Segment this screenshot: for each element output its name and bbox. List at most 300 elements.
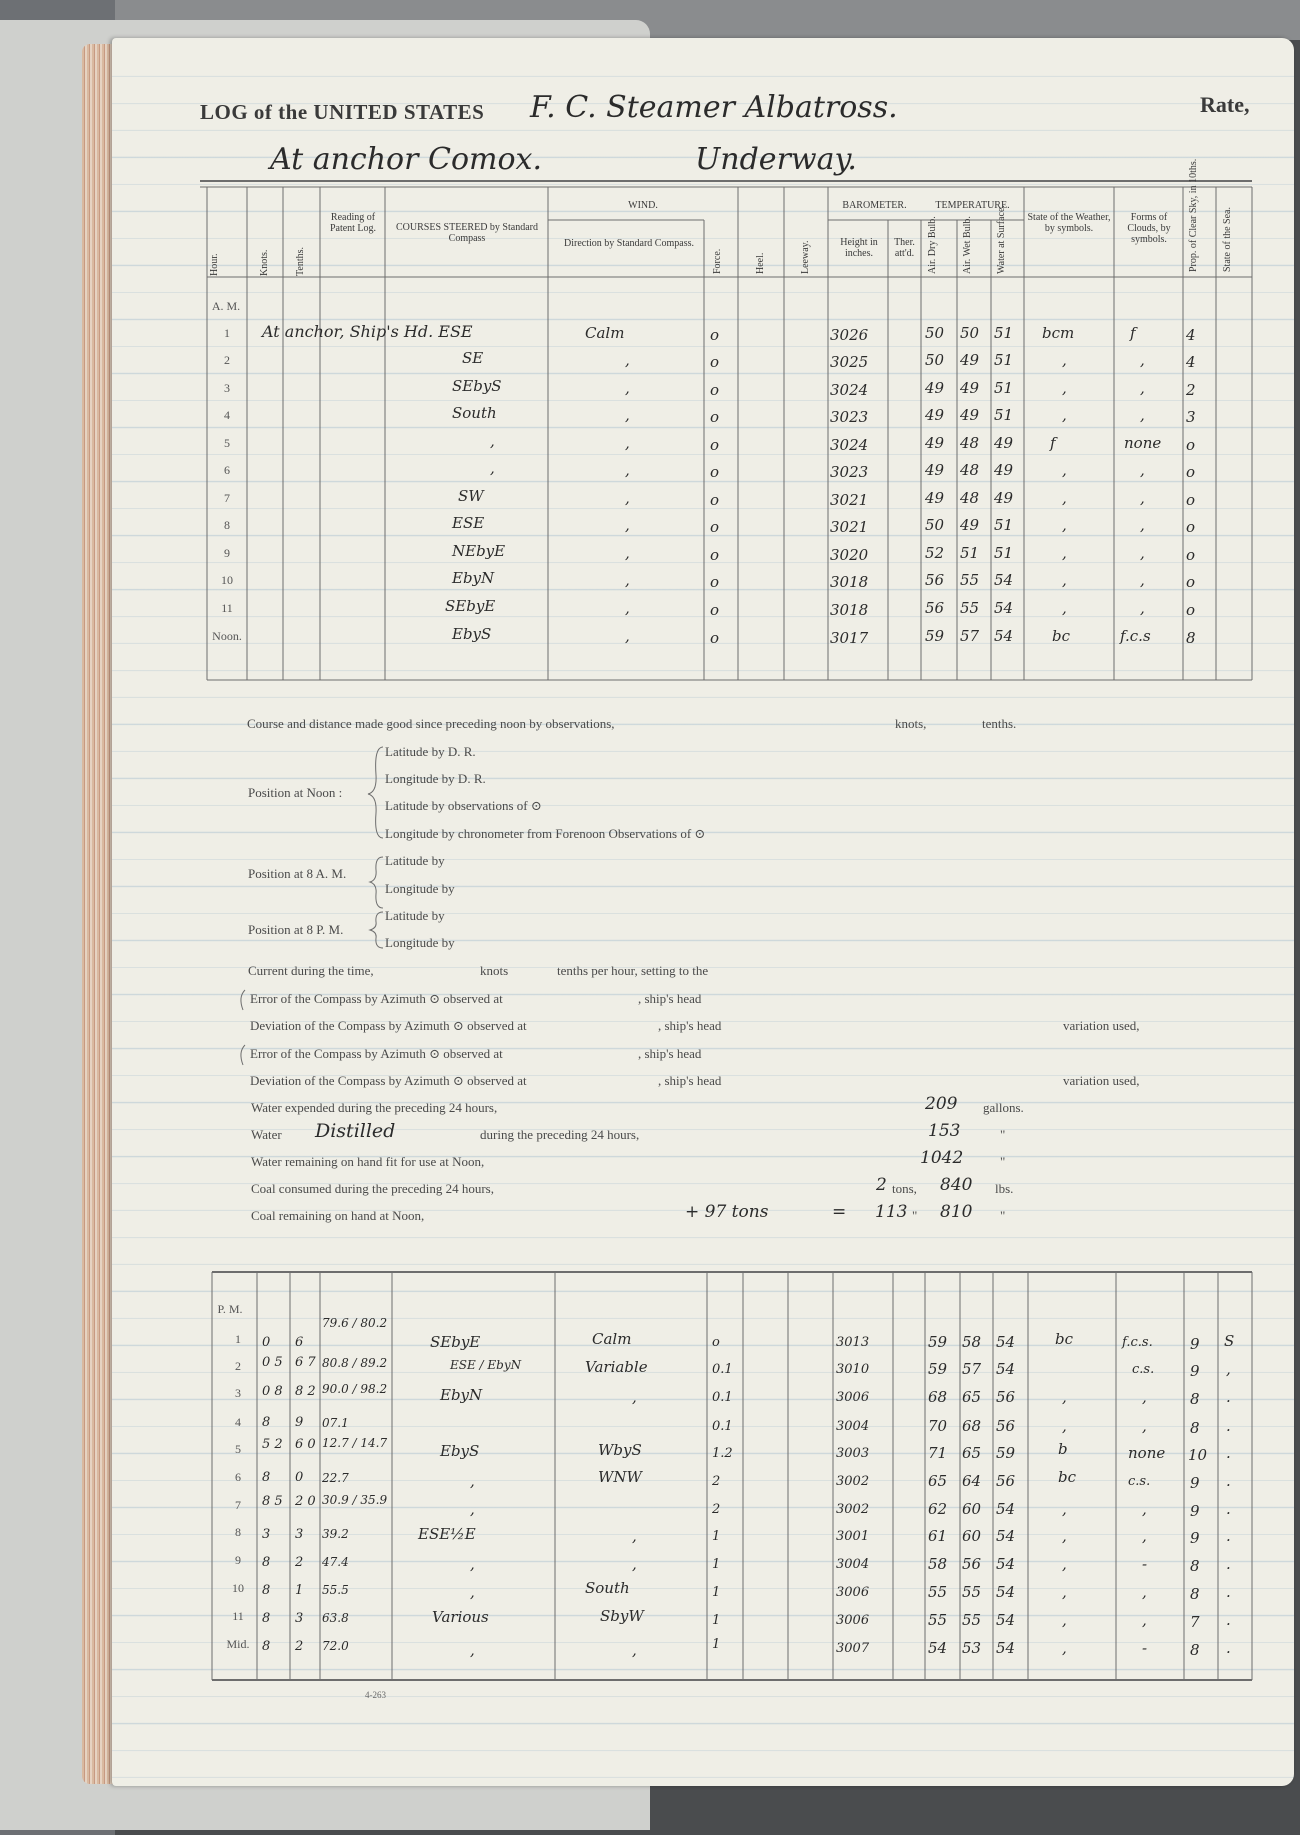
wind-cell: SbyW: [600, 1607, 644, 1625]
coal-remaining-note: + 97 tons: [685, 1202, 769, 1222]
wet-cell: 58: [962, 1333, 982, 1351]
dry-cell: 52: [925, 544, 945, 562]
sky-cell: 7: [1190, 1613, 1200, 1631]
lat-dr-label: Latitude by D. R.: [385, 744, 476, 759]
dry-cell: 49: [925, 461, 945, 479]
lon-by-8pm-label: Longitude by: [385, 935, 455, 950]
col-weather-header: State of the Weather, by symbols.: [1027, 212, 1111, 234]
dry-cell: 58: [928, 1555, 948, 1573]
water-cell: 51: [994, 379, 1014, 397]
hour-cell: 1: [224, 326, 230, 340]
clouds-cell: ,: [1142, 1417, 1147, 1435]
water-remaining-label: Water remaining on hand fit for use at Noon,: [251, 1154, 485, 1169]
baro-cell: 3020: [830, 546, 869, 564]
lon-chrono-label: Longitude by chronometer from Forenoon Observations of ⊙: [385, 826, 706, 841]
force-cell: o: [710, 629, 720, 647]
baro-cell: 3010: [836, 1362, 870, 1377]
force-cell: o: [710, 491, 720, 509]
wet-cell: 55: [962, 1583, 982, 1601]
baro-cell: 3001: [836, 1529, 870, 1544]
water-cell: 54: [996, 1639, 1016, 1657]
log-cell: 22.7: [322, 1471, 349, 1485]
baro-cell: 3023: [830, 463, 869, 481]
log-cell: 07.1: [322, 1416, 349, 1430]
force-cell: 1: [712, 1557, 721, 1572]
sky-cell: 9: [1190, 1335, 1200, 1353]
sky-cell: 3: [1186, 408, 1196, 426]
wet-cell: 48: [960, 489, 980, 507]
tenths-cell: 9: [295, 1415, 304, 1430]
tenths-cell: 1: [295, 1583, 304, 1598]
wet-cell: 60: [962, 1527, 982, 1545]
water-cell: 56: [996, 1472, 1016, 1490]
clouds-cell: ,: [1140, 571, 1145, 589]
log-cell: 79.6 / 80.2: [322, 1316, 388, 1330]
ditto-mark-1: ": [1000, 1127, 1006, 1142]
ships-head-4-label: , ship's head: [658, 1073, 722, 1088]
knots-cell: 0: [262, 1335, 271, 1350]
coal-remaining-lbs: 810: [940, 1202, 973, 1222]
wind-cell: ,: [625, 571, 630, 589]
knots-label: knots,: [895, 716, 927, 731]
hour-cell: 8: [235, 1525, 241, 1539]
baro-cell: 3006: [836, 1390, 870, 1405]
hour-cell: 2: [235, 1359, 241, 1373]
coal-consumed-tons: 2: [876, 1175, 887, 1195]
coal-consumed-label: Coal consumed during the preceding 24 hours,: [251, 1181, 494, 1196]
course-cell: NEbyE: [452, 542, 506, 560]
clouds-cell: ,: [1142, 1611, 1147, 1629]
force-cell: 0.1: [712, 1362, 733, 1377]
force-cell: o: [710, 353, 720, 371]
dry-cell: 55: [928, 1611, 948, 1629]
log-cell: 63.8: [322, 1611, 349, 1625]
wet-cell: 50: [960, 324, 980, 342]
knots-cell: 0 5: [262, 1355, 283, 1370]
clouds-cell: f.c.s: [1120, 627, 1151, 645]
wet-cell: 65: [962, 1388, 982, 1406]
force-cell: o: [710, 381, 720, 399]
wind-cell: ,: [625, 379, 630, 397]
knots-cell: 0 8: [262, 1384, 283, 1399]
log-cell: 90.0 / 98.2: [322, 1382, 388, 1396]
hour-cell: 3: [235, 1386, 241, 1400]
course-cell: ,: [470, 1641, 475, 1659]
tenths-cell: 2: [295, 1555, 304, 1570]
force-cell: o: [710, 573, 720, 591]
clouds-cell: ,: [1140, 544, 1145, 562]
baro-cell: 3021: [830, 518, 869, 536]
col-barometer-header: BAROMETER.: [842, 200, 907, 211]
force-cell: o: [712, 1335, 720, 1350]
course-cell: SE: [462, 349, 484, 367]
ships-head-2-label: , ship's head: [658, 1018, 722, 1033]
lon-by-8am-label: Longitude by: [385, 881, 455, 896]
baro-cell: 3004: [836, 1419, 870, 1434]
course-distance-label: Course and distance made good since preceding noon by observations,: [247, 716, 615, 731]
sky-cell: 2: [1186, 381, 1196, 399]
sky-cell: o: [1186, 546, 1196, 564]
knots-cell: 8 5: [262, 1494, 283, 1509]
wet-cell: 49: [960, 516, 980, 534]
wind-cell: ,: [625, 434, 630, 452]
baro-cell: 3024: [830, 381, 869, 399]
rate-label: Rate,: [1200, 92, 1250, 117]
log-cell: 39.2: [322, 1527, 349, 1541]
hour-cell: 7: [224, 491, 230, 505]
water-distilled-value: 153: [928, 1121, 961, 1141]
wind-cell: ,: [625, 627, 630, 645]
wind-cell: ,: [632, 1641, 637, 1659]
wet-cell: 55: [962, 1611, 982, 1629]
course-cell: SEbyE: [445, 597, 496, 615]
lon-dr-label: Longitude by D. R.: [385, 771, 486, 786]
clouds-cell: none: [1124, 434, 1162, 452]
sea-cell: .: [1226, 1583, 1231, 1601]
coal-consumed-lbs: 840: [940, 1175, 973, 1195]
sky-cell: 9: [1190, 1529, 1200, 1547]
current-rest-label: tenths per hour, setting to the: [557, 963, 709, 978]
wind-cell: ,: [632, 1527, 637, 1545]
hour-cell: 1: [235, 1332, 241, 1346]
sky-cell: 9: [1190, 1474, 1200, 1492]
water-cell: 51: [994, 351, 1014, 369]
wet-cell: 60: [962, 1500, 982, 1518]
force-cell: 1.2: [712, 1446, 733, 1461]
hour-cell: 5: [224, 436, 230, 450]
water-distilled-word: Water: [251, 1127, 282, 1142]
hour-cell: 4: [235, 1415, 241, 1429]
weather-cell: ,: [1062, 1583, 1067, 1601]
dry-cell: 61: [928, 1527, 948, 1545]
ships-head-3-label: , ship's head: [638, 1046, 702, 1061]
dry-cell: 65: [928, 1472, 948, 1490]
force-cell: 1: [712, 1613, 721, 1628]
coal-remaining-tons: 113: [875, 1202, 908, 1222]
wind-cell: ,: [632, 1555, 637, 1573]
hour-cell: 8: [224, 518, 230, 532]
sky-cell: 4: [1186, 326, 1196, 344]
water-cell: 51: [994, 544, 1014, 562]
water-cell: 51: [994, 406, 1014, 424]
wet-cell: 48: [960, 461, 980, 479]
knots-cell: 8: [262, 1555, 271, 1570]
weather-cell: ,: [1062, 571, 1067, 589]
dry-cell: 62: [928, 1500, 948, 1518]
sky-cell: o: [1186, 601, 1196, 619]
water-cell: 54: [994, 599, 1014, 617]
water-cell: 54: [996, 1583, 1016, 1601]
wet-cell: 55: [960, 571, 980, 589]
col-temperature-header: TEMPERATURE.: [935, 200, 1010, 211]
wet-cell: 65: [962, 1444, 982, 1462]
wet-cell: 51: [960, 544, 980, 562]
baro-cell: 3021: [830, 491, 869, 509]
course-cell: SW: [458, 487, 484, 505]
dry-cell: 59: [928, 1360, 948, 1378]
position-8pm-label: Position at 8 P. M.: [248, 922, 344, 937]
water-expended-label: Water expended during the preceding 24 hours,: [251, 1100, 498, 1115]
wind-cell: WNW: [598, 1468, 642, 1486]
weather-cell: ,: [1062, 1611, 1067, 1629]
col-wind-direction-header: Direction by Standard Compass.: [564, 238, 694, 249]
water-cell: 54: [996, 1527, 1016, 1545]
col-ther-header: Ther. att'd.: [894, 237, 915, 259]
position-8am-label: Position at 8 A. M.: [248, 866, 347, 881]
force-cell: o: [710, 408, 720, 426]
sky-cell: 9: [1190, 1502, 1200, 1520]
sea-cell: .: [1226, 1500, 1231, 1518]
dry-cell: 68: [928, 1388, 948, 1406]
sky-cell: 8: [1190, 1641, 1200, 1659]
hour-cell: 4: [224, 408, 230, 422]
dry-cell: 70: [928, 1417, 948, 1435]
ship-name: F. C. Steamer Albatross.: [530, 90, 898, 125]
tenths-cell: 6 7: [295, 1355, 316, 1370]
weather-cell: ,: [1062, 516, 1067, 534]
baro-cell: 3023: [830, 408, 869, 426]
weather-cell: ,: [1062, 461, 1067, 479]
clouds-cell: ,: [1142, 1583, 1147, 1601]
pm-label: P. M.: [217, 1302, 243, 1316]
knots-cell: 8: [262, 1611, 271, 1626]
compass-error-2-label: Error of the Compass by Azimuth ⊙ observed at: [250, 1046, 503, 1061]
sky-cell: 8: [1190, 1390, 1200, 1408]
sky-cell: 8: [1190, 1557, 1200, 1575]
clouds-cell: ,: [1140, 351, 1145, 369]
sea-cell: .: [1226, 1555, 1231, 1573]
ditto-mark-2: ": [1000, 1154, 1006, 1169]
tons-label: tons,: [892, 1181, 917, 1196]
wind-cell: Calm: [585, 324, 625, 342]
baro-cell: 3024: [830, 436, 869, 454]
hour-cell: 11: [221, 601, 233, 615]
baro-cell: 3018: [830, 601, 869, 619]
current-label: Current during the time,: [248, 963, 374, 978]
clouds-cell: ,: [1142, 1388, 1147, 1406]
course-cell: ,: [470, 1500, 475, 1518]
wet-cell: 68: [962, 1417, 982, 1435]
log-cell: 80.8 / 89.2: [322, 1356, 388, 1370]
clouds-cell: c.s.: [1132, 1362, 1155, 1377]
water-cell: 56: [996, 1388, 1016, 1406]
dry-cell: 59: [928, 1333, 948, 1351]
hour-cell: 11: [232, 1609, 244, 1623]
knots-cell: 8: [262, 1415, 271, 1430]
col-clouds-header: Forms of Clouds, by symbols.: [1127, 212, 1171, 245]
weather-cell: f: [1050, 434, 1056, 452]
wet-cell: 64: [962, 1472, 982, 1490]
weather-cell: bc: [1058, 1468, 1077, 1486]
tenths-cell: 0: [295, 1470, 304, 1485]
hour-cell: 2: [224, 353, 230, 367]
dry-cell: 50: [925, 324, 945, 342]
sea-cell: .: [1226, 1527, 1231, 1545]
log-cell: 12.7 / 14.7: [322, 1436, 388, 1450]
sea-cell: ,: [1226, 1360, 1231, 1378]
water-cell: 51: [994, 516, 1014, 534]
water-cell: 56: [996, 1417, 1016, 1435]
wet-cell: 49: [960, 379, 980, 397]
course-cell: ,: [490, 459, 495, 477]
clouds-cell: ,: [1140, 406, 1145, 424]
clouds-cell: -: [1142, 1639, 1148, 1657]
log-title: LOG of the UNITED STATES: [200, 100, 485, 124]
clouds-cell: -: [1142, 1555, 1148, 1573]
sky-cell: o: [1186, 463, 1196, 481]
course-cell: ,: [470, 1555, 475, 1573]
weather-cell: bc: [1055, 1330, 1074, 1348]
hour-cell: 3: [224, 381, 230, 395]
clouds-cell: f.c.s.: [1122, 1335, 1153, 1350]
dry-cell: 50: [925, 351, 945, 369]
baro-cell: 3013: [836, 1335, 870, 1350]
tenths-cell: 8 2: [295, 1384, 316, 1399]
force-cell: 1: [712, 1585, 721, 1600]
dry-cell: 54: [928, 1639, 948, 1657]
sky-cell: o: [1186, 436, 1196, 454]
hour-cell: 10: [221, 573, 233, 587]
force-cell: 0.1: [712, 1419, 733, 1434]
wind-cell: WbyS: [598, 1441, 642, 1459]
tenths-cell: 3: [295, 1527, 304, 1542]
force-cell: o: [710, 436, 720, 454]
sky-cell: 8: [1186, 629, 1196, 647]
col-height-header: Height in inches.: [840, 237, 878, 259]
lat-obs-label: Latitude by observations of ⊙: [385, 798, 542, 813]
water-cell: 54: [994, 571, 1014, 589]
hour-cell: 7: [235, 1498, 241, 1512]
course-cell: ,: [490, 432, 495, 450]
water-cell: 49: [994, 489, 1014, 507]
weather-cell: ,: [1062, 489, 1067, 507]
baro-cell: 3002: [836, 1502, 870, 1517]
log-cell: 30.9 / 35.9: [322, 1493, 388, 1507]
hour-cell: 6: [224, 463, 230, 477]
baro-cell: 3026: [830, 326, 869, 344]
lat-by-8am-label: Latitude by: [385, 853, 445, 868]
wet-cell: 57: [960, 627, 980, 645]
clouds-cell: ,: [1140, 379, 1145, 397]
force-cell: o: [710, 326, 720, 344]
dry-cell: 56: [925, 571, 945, 589]
weather-cell: ,: [1062, 1555, 1067, 1573]
hour-cell: 9: [235, 1553, 241, 1567]
baro-cell: 3007: [836, 1641, 870, 1656]
baro-cell: 3006: [836, 1585, 870, 1600]
col-courses-header: COURSES STEERED by Standard Compass: [396, 222, 538, 244]
water-distilled-rest: during the preceding 24 hours,: [480, 1127, 640, 1142]
gallons-label: gallons.: [983, 1100, 1024, 1115]
sea-cell: .: [1226, 1472, 1231, 1490]
knots-cell: 3: [262, 1527, 271, 1542]
status-note: Underway.: [695, 142, 857, 177]
log-cell: 47.4: [322, 1555, 349, 1569]
course-cell: ,: [470, 1583, 475, 1601]
wind-cell: ,: [625, 461, 630, 479]
force-cell: 2: [712, 1502, 721, 1517]
hour-cell: Mid.: [226, 1637, 250, 1651]
clouds-cell: ,: [1140, 489, 1145, 507]
course-cell: EbyS: [440, 1442, 480, 1460]
weather-cell: ,: [1062, 1527, 1067, 1545]
clouds-cell: ,: [1140, 516, 1145, 534]
dry-cell: 49: [925, 379, 945, 397]
log-cell: 55.5: [322, 1583, 349, 1597]
course-cell: EbyN: [452, 569, 495, 587]
coal-remaining-label: Coal remaining on hand at Noon,: [251, 1208, 425, 1223]
course-cell: ESE / EbyN: [450, 1358, 522, 1372]
water-cell: 54: [996, 1555, 1016, 1573]
wet-cell: 56: [962, 1555, 982, 1573]
tenths-cell: 6: [295, 1335, 304, 1350]
dry-cell: 50: [925, 516, 945, 534]
hour-cell: 6: [235, 1470, 241, 1484]
force-cell: o: [710, 546, 720, 564]
knots-cell: 5 2: [262, 1437, 283, 1452]
current-knots-label: knots: [480, 963, 509, 978]
water-cell: 49: [994, 434, 1014, 452]
course-cell: ESE: [452, 514, 485, 532]
course-cell: SEbyE: [430, 1333, 481, 1351]
clouds-cell: c.s.: [1128, 1474, 1151, 1489]
water-cell: 51: [994, 324, 1014, 342]
sky-cell: 8: [1190, 1419, 1200, 1437]
force-cell: o: [710, 601, 720, 619]
baro-cell: 3006: [836, 1613, 870, 1628]
tenths-label: tenths.: [982, 716, 1017, 731]
baro-cell: 3003: [836, 1446, 870, 1461]
wind-cell: ,: [625, 599, 630, 617]
weather-cell: ,: [1062, 1417, 1067, 1435]
force-cell: o: [710, 463, 720, 481]
water-cell: 59: [996, 1444, 1016, 1462]
water-cell: 54: [994, 627, 1014, 645]
ditto-mark-4: ": [1000, 1208, 1006, 1223]
distilled-note: Distilled: [315, 1120, 396, 1142]
force-cell: 0.1: [712, 1390, 733, 1405]
clouds-cell: ,: [1142, 1500, 1147, 1518]
course-cell: At anchor, Ship's Hd. ESE: [262, 322, 473, 341]
sea-cell: .: [1226, 1611, 1231, 1629]
wet-cell: 49: [960, 351, 980, 369]
wind-cell: ,: [625, 406, 630, 424]
clouds-cell: ,: [1140, 461, 1145, 479]
col-wind-header: WIND.: [628, 200, 658, 211]
sky-cell: 9: [1190, 1362, 1200, 1380]
force-cell: 1: [712, 1637, 721, 1652]
weather-cell: bc: [1052, 627, 1071, 645]
wet-cell: 53: [962, 1639, 982, 1657]
dry-cell: 49: [925, 406, 945, 424]
water-cell: 54: [996, 1611, 1016, 1629]
weather-cell: ,: [1062, 406, 1067, 424]
tenths-cell: 2 0: [295, 1494, 316, 1509]
clouds-cell: f: [1130, 324, 1136, 342]
force-cell: o: [710, 518, 720, 536]
sky-cell: o: [1186, 491, 1196, 509]
baro-cell: 3004: [836, 1557, 870, 1572]
clouds-cell: ,: [1142, 1527, 1147, 1545]
clouds-cell: none: [1128, 1444, 1166, 1462]
col-patent-log-header: Reading of Patent Log.: [329, 212, 377, 234]
sky-cell: o: [1186, 518, 1196, 536]
tenths-cell: 2: [295, 1639, 304, 1654]
wind-cell: ,: [625, 516, 630, 534]
weather-cell: ,: [1062, 544, 1067, 562]
form-number: 4-263: [365, 1690, 386, 1700]
hour-cell: Noon.: [212, 629, 242, 643]
